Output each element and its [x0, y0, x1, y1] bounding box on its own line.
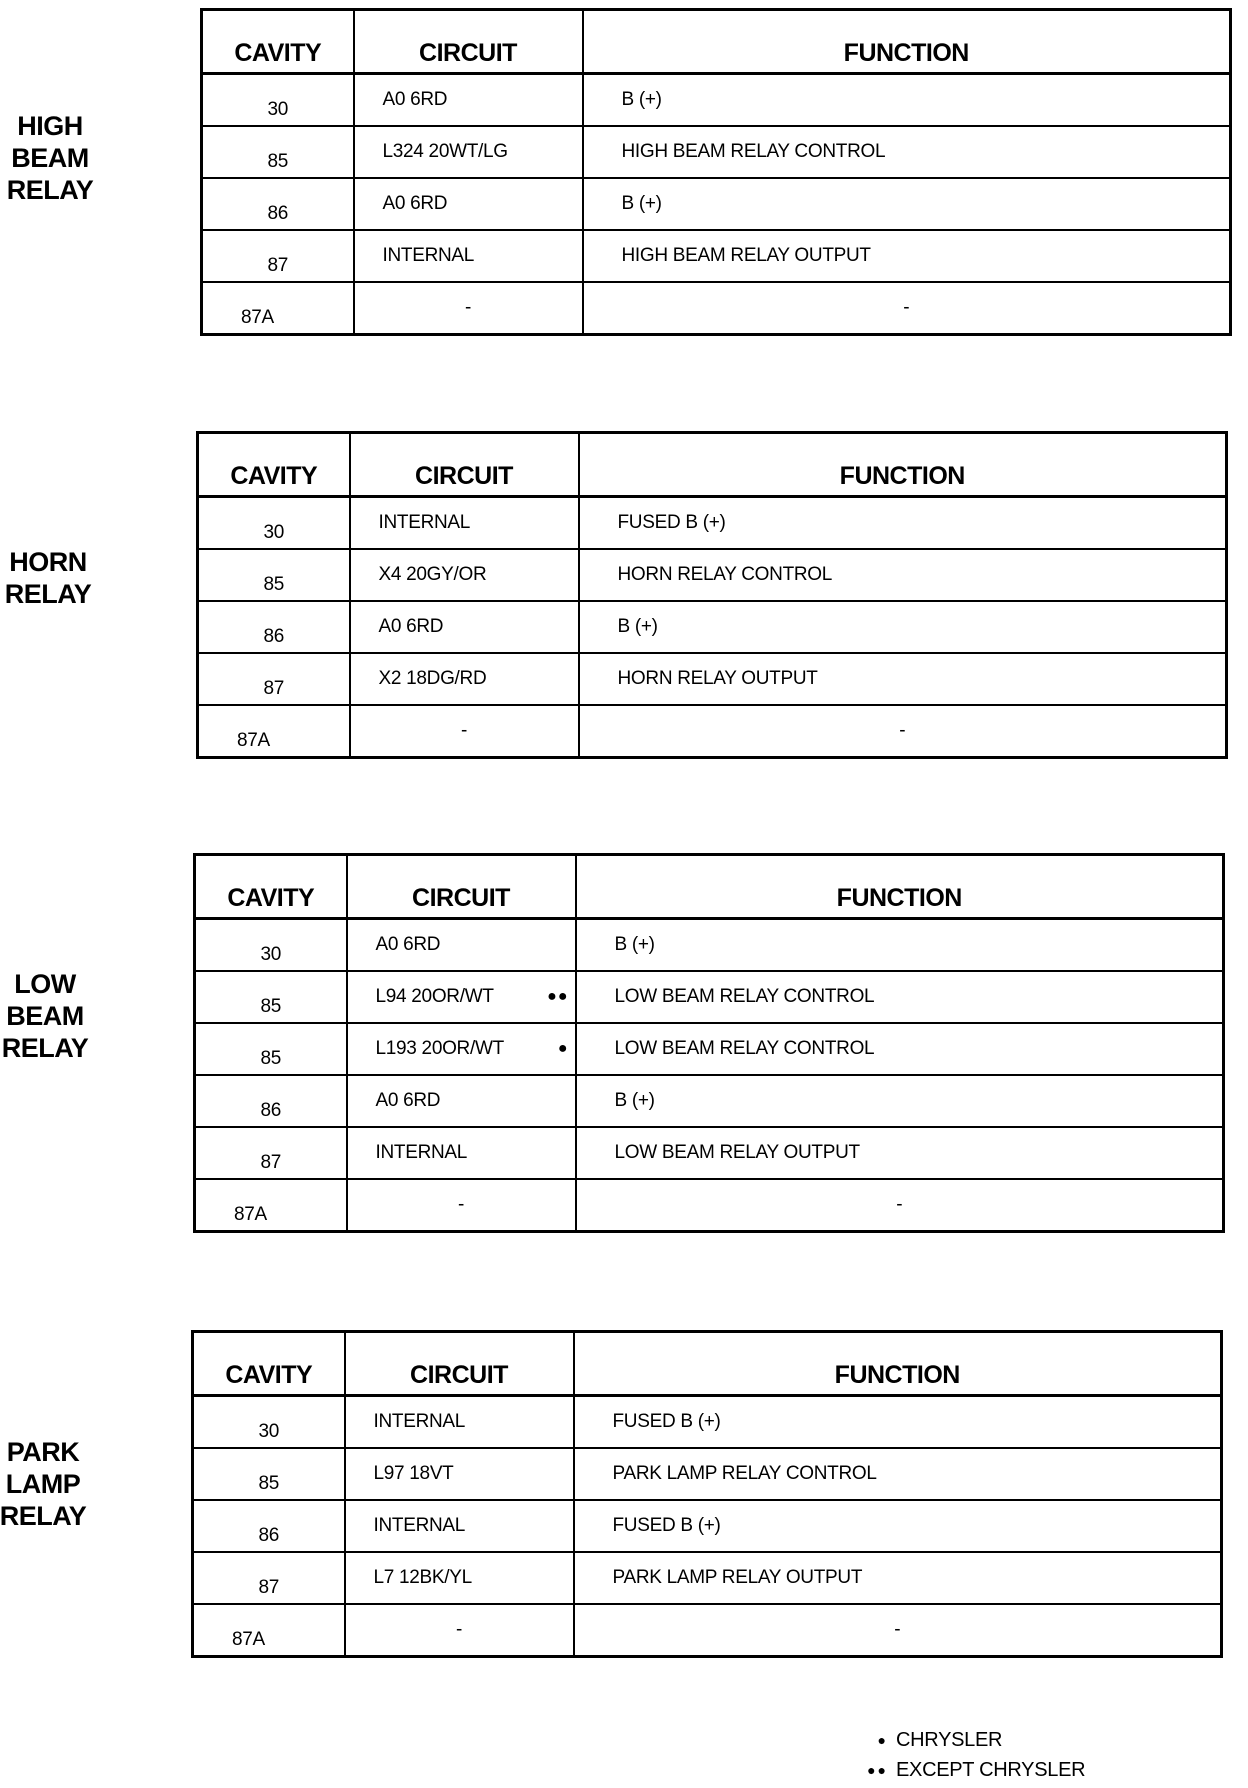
table-row [195, 1075, 1224, 1127]
header-circuit: CIRCUIT [347, 855, 576, 919]
cavity-cell: 30 [198, 497, 350, 550]
chrysler-note-mark: ● [557, 1040, 569, 1057]
circuit-text: INTERNAL [375, 1142, 468, 1163]
table-row [202, 126, 1231, 178]
function-cell: FUSED B (+) [579, 497, 1227, 550]
function-cell: PARK LAMP RELAY CONTROL [574, 1448, 1222, 1500]
circuit-cell: INTERNAL [350, 497, 579, 550]
function-cell: HIGH BEAM RELAY CONTROL [583, 126, 1231, 178]
table-row [195, 1127, 1224, 1179]
label-line: RELAY [1, 1033, 89, 1063]
circuit-cell: L97 18VT [345, 1448, 574, 1500]
circuit-text: L193 20OR/WT [375, 1038, 504, 1059]
except-chrysler-note-mark: ●● [547, 988, 569, 1005]
function-cell: FUSED B (+) [574, 1500, 1222, 1552]
table-header-row [195, 855, 1224, 919]
low-beam-relay-table [193, 853, 1225, 1233]
relay-label-low-beam [0, 968, 95, 1064]
table-row [198, 653, 1227, 705]
high-beam-relay-table [200, 8, 1232, 336]
label-line: BEAM [11, 143, 89, 173]
relay-label-horn [0, 546, 98, 610]
cavity-cell: 85 [193, 1448, 345, 1500]
function-cell: B (+) [583, 178, 1231, 230]
double-bullet-icon: ●● [867, 1762, 888, 1778]
header-circuit: CIRCUIT [345, 1332, 574, 1396]
header-cavity: CAVITY [193, 1332, 345, 1396]
circuit-cell: INTERNAL [345, 1396, 574, 1449]
header-function: FUNCTION [576, 855, 1224, 919]
bullet-icon: ● [877, 1732, 888, 1748]
function-cell: B (+) [576, 919, 1224, 972]
label-line: RELAY [4, 579, 92, 609]
table-row [198, 549, 1227, 601]
header-cavity: CAVITY [202, 10, 354, 74]
table-row [198, 497, 1227, 550]
table-row [193, 1552, 1222, 1604]
legend-item-chrysler [848, 1725, 1085, 1755]
cavity-cell: 87 [195, 1127, 347, 1179]
table-row [193, 1500, 1222, 1552]
function-cell: HORN RELAY CONTROL [579, 549, 1227, 601]
label-line: BEAM [6, 1001, 84, 1031]
circuit-cell: X2 18DG/RD [350, 653, 579, 705]
header-circuit: CIRCUIT [354, 10, 583, 74]
cavity-cell: 85 [202, 126, 354, 178]
circuit-cell: L324 20WT/LG [354, 126, 583, 178]
cavity-cell: 30 [193, 1396, 345, 1449]
horn-relay-table [196, 431, 1228, 759]
table-header-row [198, 433, 1227, 497]
circuit-cell: - [345, 1604, 574, 1657]
circuit-cell [347, 1023, 576, 1075]
circuit-text: L94 20OR/WT [375, 986, 494, 1007]
circuit-cell: L7 12BK/YL [345, 1552, 574, 1604]
table-row [193, 1604, 1222, 1657]
legend-text: EXCEPT CHRYSLER [896, 1759, 1086, 1781]
header-function: FUNCTION [583, 10, 1231, 74]
circuit-cell [347, 1127, 576, 1179]
circuit-text: A0 6RD [375, 934, 441, 955]
table-row [193, 1396, 1222, 1449]
circuit-cell: - [347, 1179, 576, 1232]
cavity-cell: 87 [202, 230, 354, 282]
function-cell: HORN RELAY OUTPUT [579, 653, 1227, 705]
header-cavity: CAVITY [198, 433, 350, 497]
cavity-cell: 86 [195, 1075, 347, 1127]
circuit-cell: A0 6RD [350, 601, 579, 653]
label-line: HIGH [17, 111, 83, 141]
table-row [195, 1179, 1224, 1232]
cavity-cell: 87A [193, 1604, 345, 1657]
function-cell: - [579, 705, 1227, 758]
cavity-cell: 85 [195, 1023, 347, 1075]
header-cavity: CAVITY [195, 855, 347, 919]
table-header-row [202, 10, 1231, 74]
circuit-cell: INTERNAL [354, 230, 583, 282]
table-row [195, 971, 1224, 1023]
table-row [198, 601, 1227, 653]
relay-label-high-beam [0, 110, 100, 206]
function-cell: B (+) [576, 1075, 1224, 1127]
header-function: FUNCTION [579, 433, 1227, 497]
relay-label-park-lamp [0, 1436, 93, 1532]
circuit-text: A0 6RD [375, 1090, 441, 1111]
label-line: PARK [6, 1437, 80, 1467]
table-row [202, 178, 1231, 230]
circuit-cell: - [354, 282, 583, 335]
circuit-cell [347, 1075, 576, 1127]
table-row [195, 919, 1224, 972]
label-line: LOW [14, 969, 76, 999]
cavity-cell: 87A [195, 1179, 347, 1232]
label-line: LAMP [5, 1469, 81, 1499]
footnote-legend [848, 1725, 1085, 1785]
table-row [195, 1023, 1224, 1075]
cavity-cell: 87 [193, 1552, 345, 1604]
table-row [202, 282, 1231, 335]
circuit-cell: X4 20GY/OR [350, 549, 579, 601]
function-cell: LOW BEAM RELAY CONTROL [576, 971, 1224, 1023]
cavity-cell: 85 [198, 549, 350, 601]
table-row [193, 1448, 1222, 1500]
label-line: HORN [9, 547, 87, 577]
header-function: FUNCTION [574, 1332, 1222, 1396]
table-row [198, 705, 1227, 758]
circuit-cell [347, 919, 576, 972]
cavity-cell: 86 [202, 178, 354, 230]
circuit-cell: A0 6RD [354, 74, 583, 127]
function-cell: FUSED B (+) [574, 1396, 1222, 1449]
cavity-cell: 86 [193, 1500, 345, 1552]
cavity-cell: 30 [202, 74, 354, 127]
circuit-cell: A0 6RD [354, 178, 583, 230]
function-cell: B (+) [579, 601, 1227, 653]
label-line: RELAY [6, 175, 94, 205]
cavity-cell: 87A [202, 282, 354, 335]
function-cell: - [574, 1604, 1222, 1657]
label-line: RELAY [0, 1501, 87, 1531]
function-cell: PARK LAMP RELAY OUTPUT [574, 1552, 1222, 1604]
cavity-cell: 86 [198, 601, 350, 653]
table-header-row [193, 1332, 1222, 1396]
function-cell: LOW BEAM RELAY CONTROL [576, 1023, 1224, 1075]
function-cell: B (+) [583, 74, 1231, 127]
function-cell: HIGH BEAM RELAY OUTPUT [583, 230, 1231, 282]
circuit-cell [347, 971, 576, 1023]
table-row [202, 74, 1231, 127]
function-cell: - [576, 1179, 1224, 1232]
cavity-cell: 87 [198, 653, 350, 705]
function-cell: LOW BEAM RELAY OUTPUT [576, 1127, 1224, 1179]
cavity-cell: 87A [198, 705, 350, 758]
park-lamp-relay-table [191, 1330, 1223, 1658]
header-circuit: CIRCUIT [350, 433, 579, 497]
legend-text: CHRYSLER [896, 1729, 1003, 1751]
table-row [202, 230, 1231, 282]
circuit-cell: - [350, 705, 579, 758]
circuit-cell: INTERNAL [345, 1500, 574, 1552]
cavity-cell: 85 [195, 971, 347, 1023]
cavity-cell: 30 [195, 919, 347, 972]
function-cell: - [583, 282, 1231, 335]
legend-item-except-chrysler [848, 1755, 1085, 1785]
